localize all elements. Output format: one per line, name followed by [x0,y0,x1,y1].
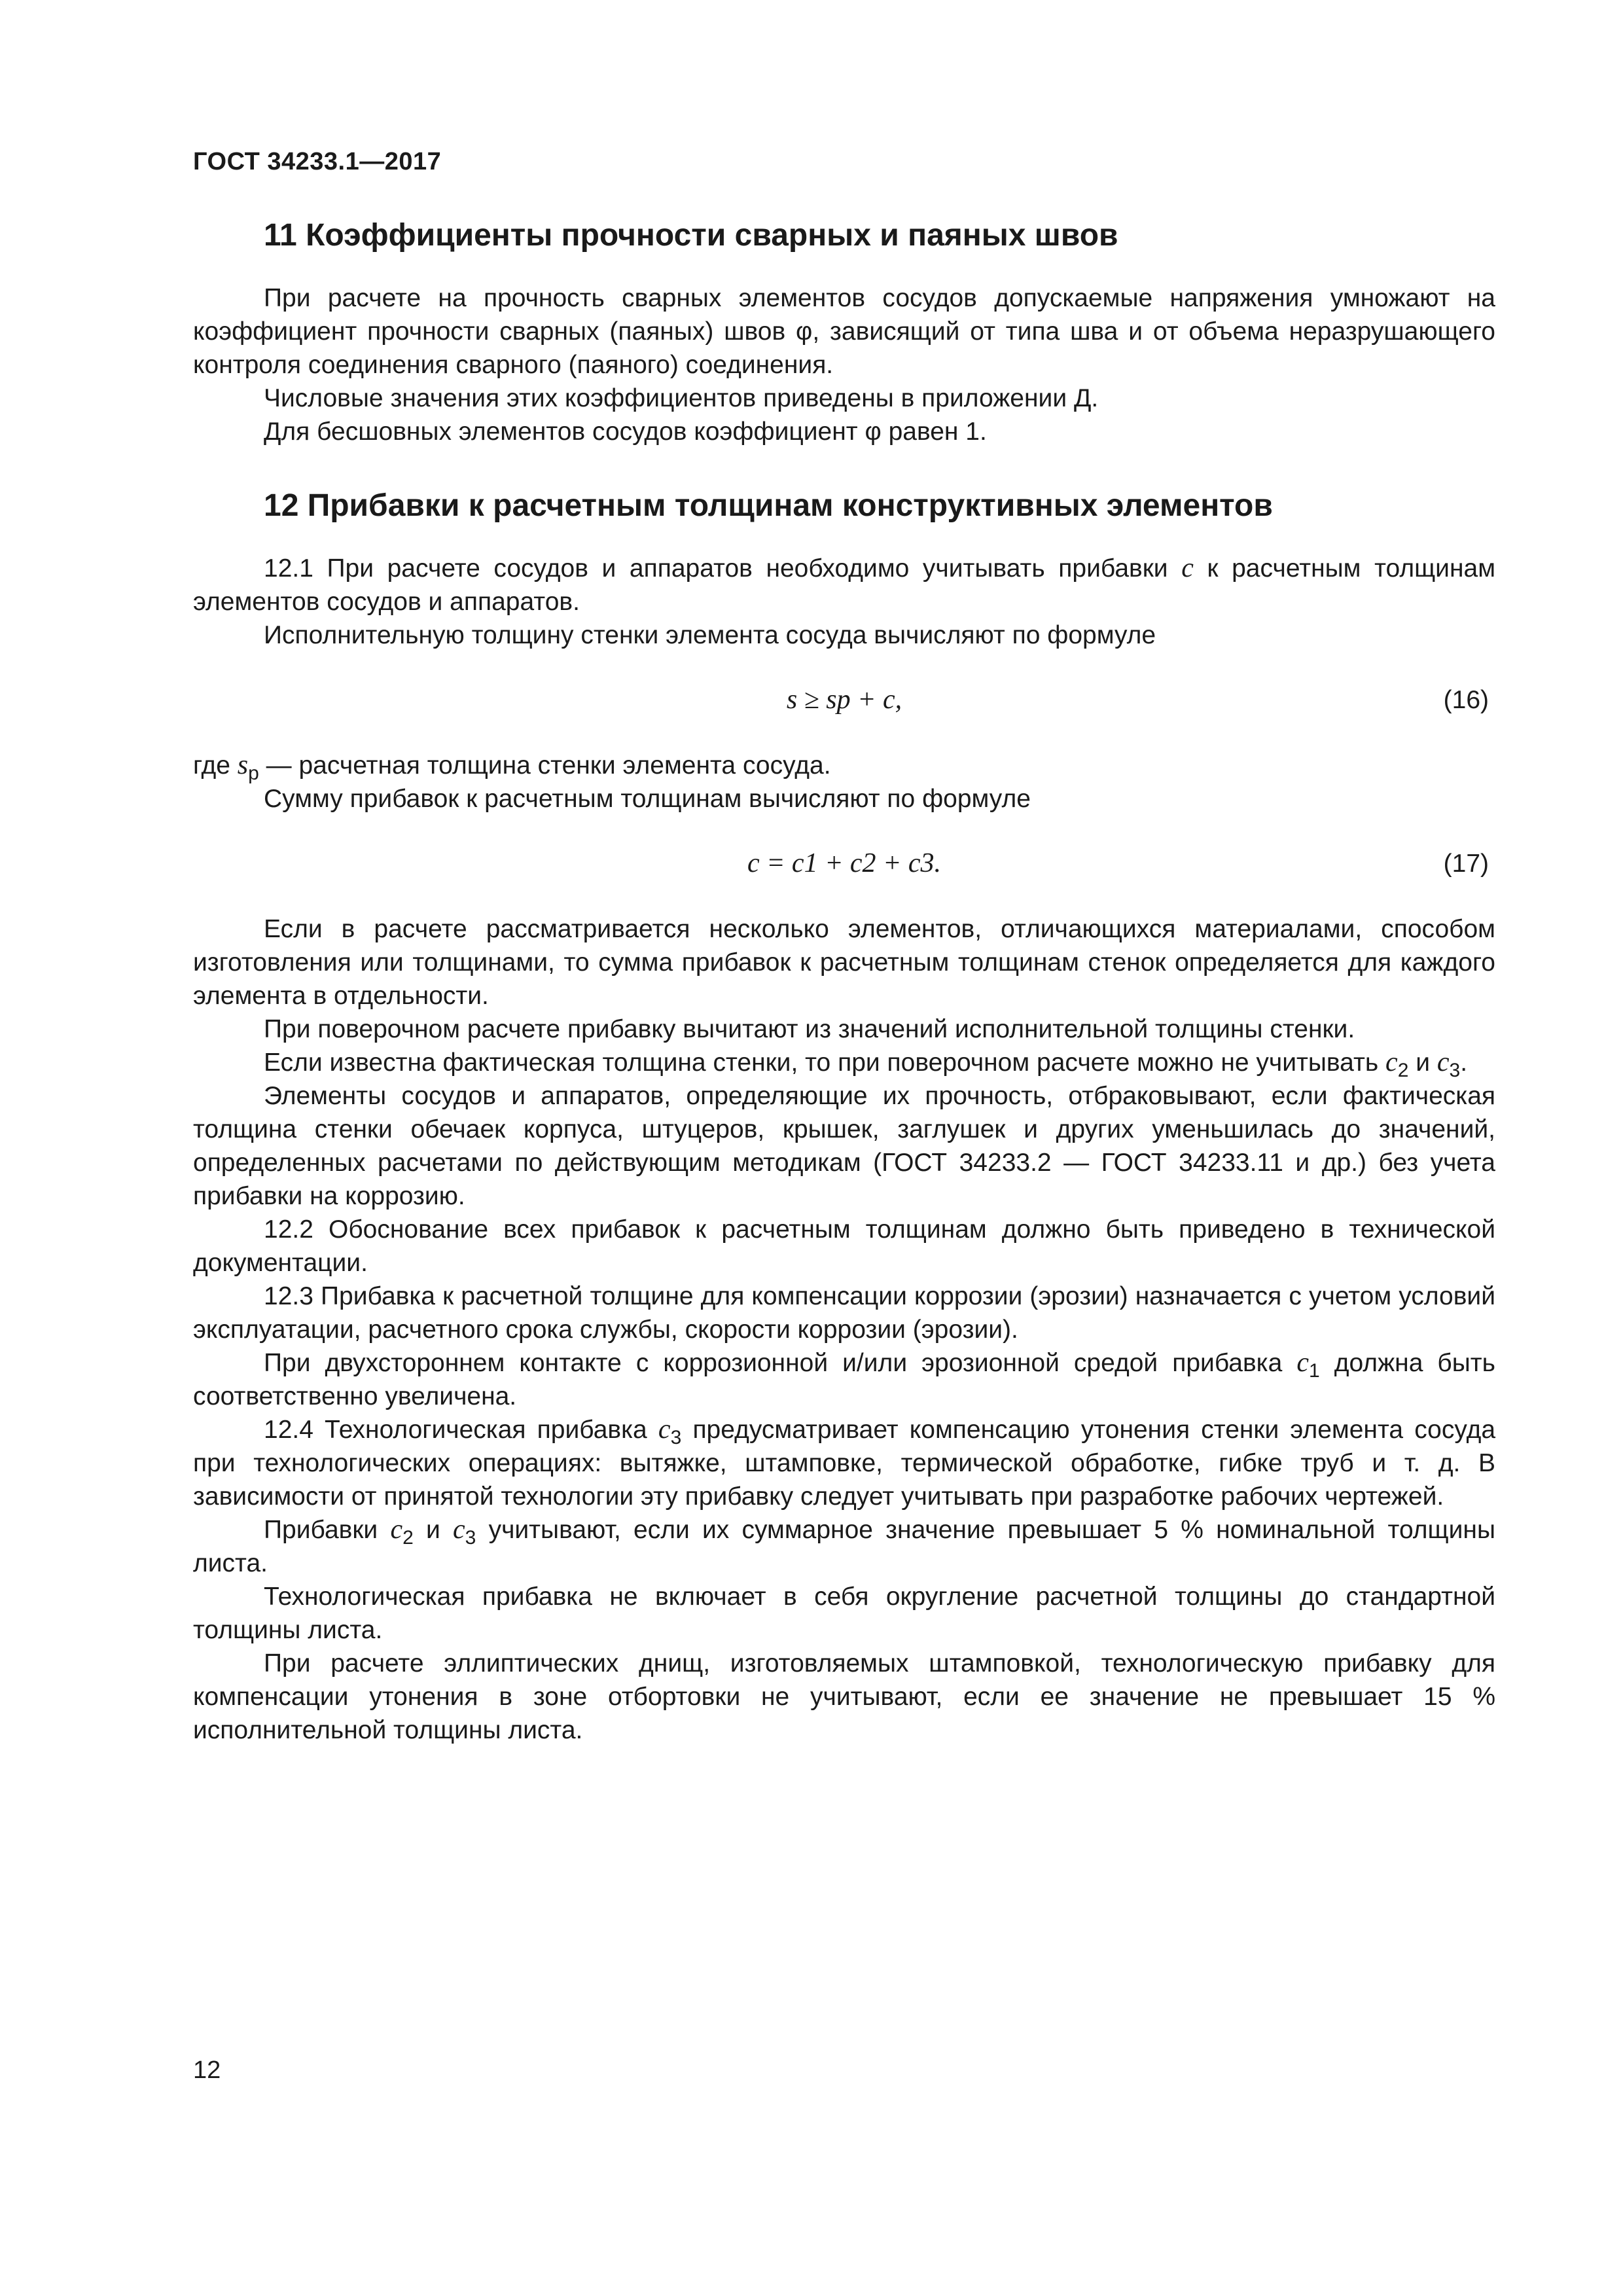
paragraph: Сумму прибавок к расчетным толщинам вычисляют по формуле [264,785,1031,813]
paragraph: 12.3 Прибавка к расчетной толщине для компенсации коррозии (эрозии) назначается с учетом условий эксплуатации, расчетного срока службы, скорости коррозии (эрозии). [193,1282,1495,1344]
paragraph: При расчете эллиптических днищ, изготовляемых штамповкой, технологическую прибавку для компенсации утонения в зоне отбортовки не учитывают, если ее значение не превышает 15 % исполнительной толщины листа. [193,1649,1495,1744]
formula-number: (16) [1443,686,1489,714]
document-body [193,216,1495,1747]
paragraph: При двухстороннем контакте с коррозионной и/или эрозионной средой прибавка $c_1$ должна быть соответственно увеличена. [193,1348,1495,1410]
paragraph: При поверочном расчете прибавку вычитают из значений исполнительной толщины стенки. [264,1015,1355,1043]
variable-c: c [1181,553,1194,583]
document-id: ГОСТ 34233.1—2017 [193,148,442,175]
paragraph: При расчете на прочность сварных элементов сосудов допускаемые напряжения умножают на коэффициент прочности сварных (паяных) швов φ, зависящий от типа шва и от объема неразрушающего контроля соединения сварного (паяного) соединения. [193,284,1495,379]
paragraph: Технологическая прибавка не включает в себя округление расчетной толщины до стандартной толщины листа. [193,1583,1495,1644]
where-clause: где $s_р$ — расчетная толщина стенки элемента сосуда. [193,750,831,784]
paragraph: 12.2 Обоснование всех прибавок к расчетным толщинам должно быть приведено в технической документации. [193,1215,1495,1277]
paragraph: Если известна фактическая толщина стенки, то при поверочном расчете можно не учитывать $c_2$ и $c_3$. [264,1047,1468,1081]
formula-17 [193,831,1495,903]
section-11-title: 11 Коэффициенты прочности сварных и паяных швов [264,218,1118,253]
formula-number: (17) [1443,850,1489,878]
paragraph: Если в расчете рассматривается несколько элементов, отличающихся материалами, способом изготовления или толщинами, то сумма прибавок к расчетным толщинам стенок определяется для каждого элемента в отдельности. [193,915,1495,1010]
paragraph: Исполнительную толщину стенки элемента сосуда вычисляют по формуле [264,621,1156,649]
paragraph: Элементы сосудов и аппаратов, определяющие их прочность, отбраковывают, если фактическая толщина стенки обечаек корпуса, штуцеров, крышек, заглушек и других уменьшилась до значений, определенных расчетами по действующим методикам (ГОСТ 34233.2 — ГОСТ 34233.11 и др.) без учета прибавки на коррозию. [193,1082,1495,1210]
formula-16 [193,668,1495,740]
paragraph: 12.1 При расчете сосудов и аппаратов необходимо учитывать прибавки c к расчетным толщинам элементов сосудов и аппаратов. [193,553,1496,616]
paragraph: 12.4 Технологическая прибавка $c_3$ предусматривает компенсацию утонения стенки элемента сосуда при технологических операциях: вытяжке, штамповке, термической обработке, гибке труб и т. д. В зависимости от принятой технологии эту прибавку следует учитывать при разработке рабочих чертежей. [193,1414,1496,1511]
paragraph: Прибавки $c_2$ и $c_3$ учитывают, если их суммарное значение превышает 5 % номинальной толщины листа. [193,1515,1495,1577]
page-number: 12 [193,2056,221,2084]
section-12-title: 12 Прибавки к расчетным толщинам конструктивных элементов [264,488,1273,523]
paragraph: Для бесшовных элементов сосудов коэффициент φ равен 1. [264,418,987,446]
formula-expression: s ≥ sp + c, [786,685,902,715]
paragraph: Числовые значения этих коэффициентов приведены в приложении Д. [264,384,1099,412]
formula-expression: c = c1 + c2 + c3. [747,848,942,878]
